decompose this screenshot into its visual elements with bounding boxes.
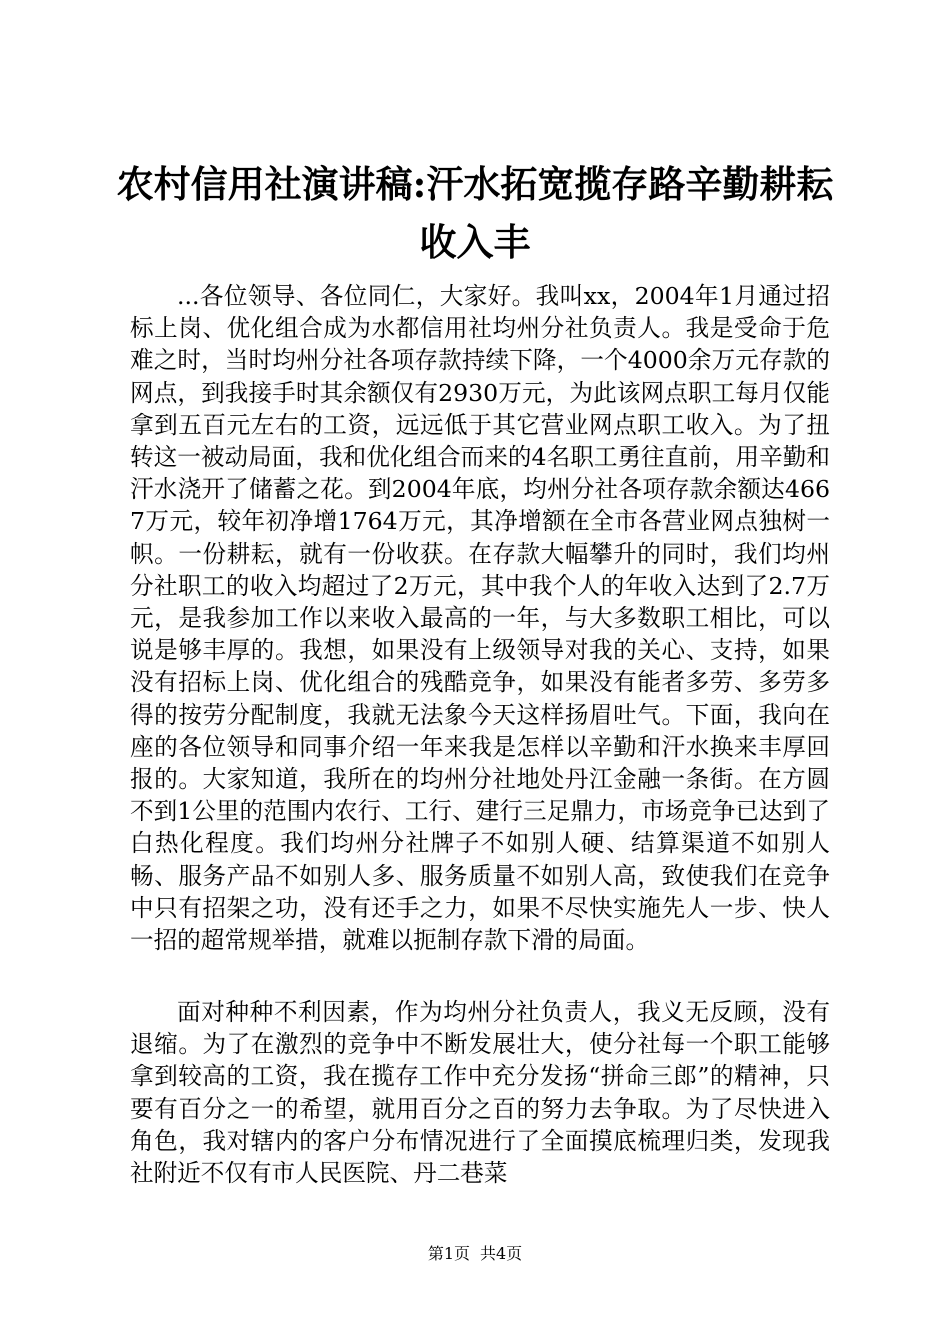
body-paragraph-2: 面对种种不利因素，作为均州分社负责人，我义无反顾，没有退缩。为了在激烈的竞争中不断发展壮大，使分社每一个职工能够拿到较高的工资，我在揽存工作中充分发扬“拼命三郎”的精神，只要有百分之一的希望，就用百分之百的努力去争取。为了尽快进入角色，我对辖内的客户分布情况进行了全面摸底梳理归类，发现我社附近不仅有市人民医院、丹二巷菜 — [130, 998, 830, 1188]
document-title-line-2: 收入丰 — [419, 220, 531, 264]
body-paragraph-1: ...各位领导、各位同仁，大家好。我叫xx，2004年1月通过招标上岗、优化组合成为水都信用社均州分社负责人。我是受命于危难之时，当时均州分社各项存款持续下降，一个4000余万元存款的网点，到我接手时其余额仅有2930万元，为此该网点职工每月仅能拿到五百元左右的工资，远远低于其它营业网点职工收入。为了扭转这一被动局面，我和优化组合而来的4名职工勇往直前，用辛勤和汗水浇开了储蓄之花。到2004年底，均州分社各项存款余额达4667万元，较年初净增1764万元，其净增额在全市各营业网点独树一帜。一份耕耘，就有一份收获。在存款大幅攀升的同时，我们均州分社职工的收入均超过了2万元，其中我个人的年收入达到了2.7万元，是我参加工作以来收入最高的一年，与大多数职工相比，可以说是够丰厚的。我想，如果没有上级领导对我的关心、支持，如果没有招标上岗、优化组合的残酷竞争，如果没有能者多劳、多劳多得的按劳分配制度，我就无法象今天这样扬眉吐气。下面，我向在座的各位领导和同事介绍一年来我是怎样以辛勤和汗水换来丰厚回报的。大家知道，我所在的均州分社地处丹江金融一条街。在方圆不到1公里的范围内农行、工行、建行三足鼎力，市场竞争已达到了白热化程度。我们均州分社牌子不如别人硬、结算渠道不如别人畅、服务产品不如别人多、服务质量不如别人高，致使我们在竞争中只有招架之功，没有还手之力，如果不尽快实施先人一步、快人一招的超常规举措，就难以扼制存款下滑的局面。 — [130, 282, 830, 955]
page-total: 共4页 — [480, 1244, 523, 1263]
document-title-line-1: 农村信用社演讲稿:汗水拓宽揽存路辛勤耕耘 — [116, 162, 834, 206]
page-footer — [0, 1244, 950, 1264]
page-number: 第1页 — [427, 1244, 470, 1263]
